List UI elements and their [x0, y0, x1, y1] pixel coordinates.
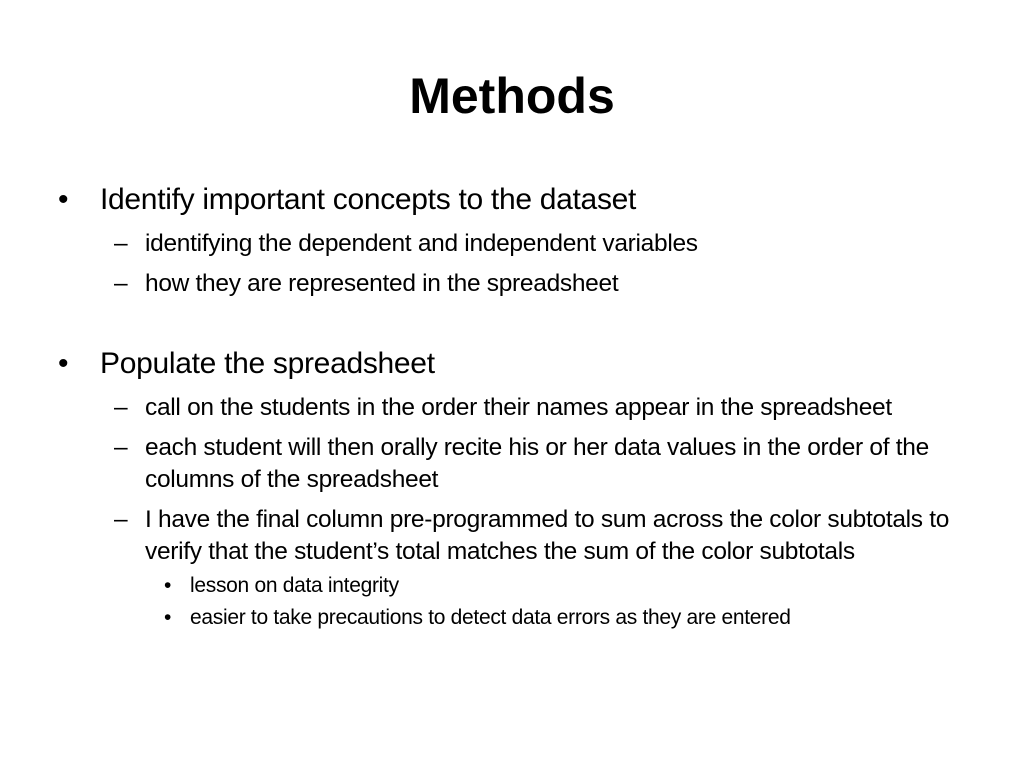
dash-marker: – [114, 270, 128, 297]
sub-bullet-recite-values [58, 432, 978, 496]
bullet-text: Identify important concepts to the dataset [100, 183, 637, 216]
sub-sub-bullet-data-integrity [58, 572, 978, 600]
sub-sub-bullet-detect-errors [58, 604, 978, 632]
slide-title: Methods [409, 68, 615, 124]
slide-body [58, 180, 978, 632]
sub-bullet-text: how they are represented in the spreadsheet [145, 270, 619, 297]
sub-bullet-text: each student will then orally recite his or her data values in the order of the columns of the spreadsheet [145, 434, 929, 493]
bullet-identify-concepts [58, 180, 978, 220]
sub-bullet-representation [58, 268, 978, 300]
bullet-populate-spreadsheet [58, 344, 978, 384]
sub-bullet-text: call on the students in the order their names appear in the spreadsheet [145, 394, 892, 421]
sub-bullet-variables [58, 228, 978, 260]
sub-sub-bullet-text: lesson on data integrity [190, 574, 399, 597]
dash-marker: – [114, 434, 128, 461]
sub-bullet-final-column [58, 504, 978, 568]
dash-marker: – [114, 506, 128, 533]
sub-bullet-call-students [58, 392, 978, 424]
small-bullet-marker: • [164, 606, 172, 629]
sub-bullet-text: I have the final column pre-programmed to sum across the color subtotals to verify that the student’s total matches the sum of the color subtotals [145, 506, 950, 565]
bullet-marker: • [58, 347, 69, 380]
dash-marker: – [114, 394, 128, 421]
bullet-text: Populate the spreadsheet [100, 347, 435, 380]
sub-sub-bullet-text: easier to take precautions to detect data errors as they are entered [190, 606, 791, 629]
bullet-marker: • [58, 183, 69, 216]
dash-marker: – [114, 230, 128, 257]
small-bullet-marker: • [164, 574, 172, 597]
sub-bullet-text: identifying the dependent and independent variables [145, 230, 698, 257]
